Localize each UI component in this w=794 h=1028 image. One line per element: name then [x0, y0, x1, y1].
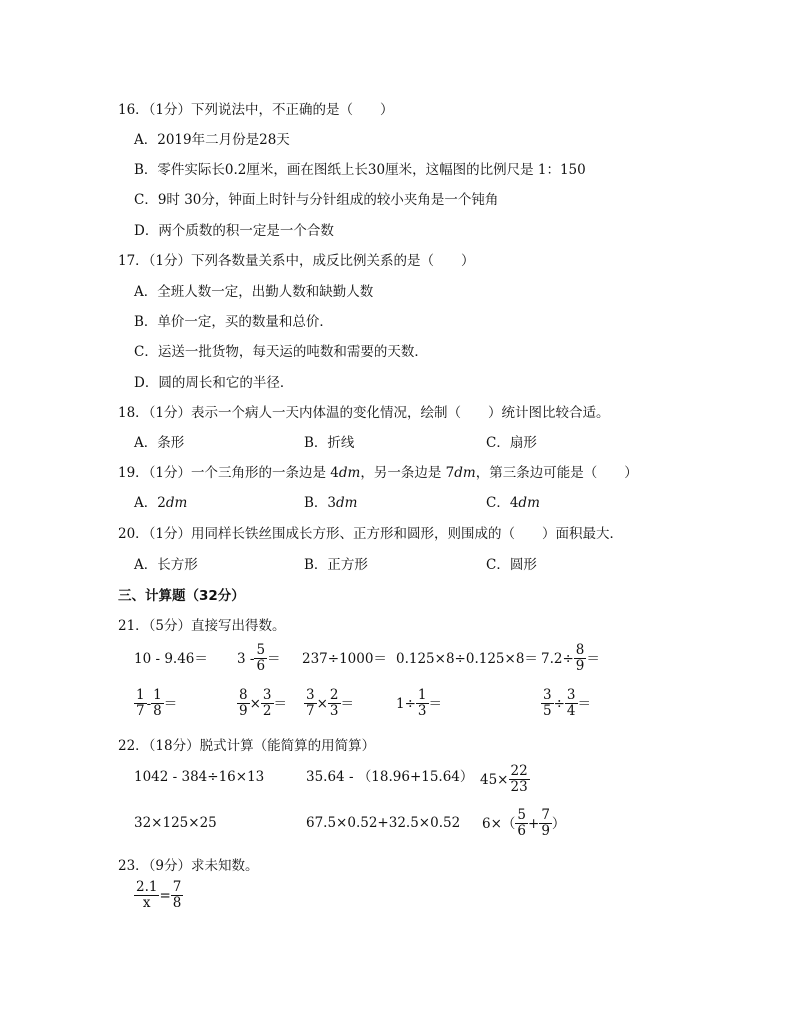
q20-stem: 20．（1分）用同样长铁丝围成长方形、正方形和圆形，则围成的（ ）面积最大． [118, 526, 624, 542]
q16-option-a: A．2019年二月份是28天 [134, 132, 290, 148]
q18-option-c: C．扇形 [486, 435, 537, 451]
q17-option-b: B．单价一定，买的数量和总价． [134, 314, 333, 330]
q21-expr-2: 3 - $\frac{5}{6}$ ＝ [237, 642, 281, 674]
q20-option-a: A．长方形 [134, 557, 198, 573]
q21-expr-6: $\frac{1}{7}$ - $\frac{1}{8}$ ＝ [136, 687, 178, 719]
q16-option-d: D．两个质数的积一定是一个合数 [134, 223, 334, 239]
q23-equation: $\frac{2.1}{x}$ = $\frac{7}{8}$ [136, 879, 182, 911]
q22-expr-6: 6×（ $\frac{5}{6}$ + $\frac{7}{9}$ ） [482, 807, 566, 839]
q22-expr-4: 32×125×25 [134, 815, 217, 831]
q21-expr-7: $\frac{8}{9}$ × $\frac{3}{2}$ ＝ [239, 687, 287, 719]
q20-option-c: C．圆形 [486, 557, 537, 573]
q21-expr-8: $\frac{3}{7}$ × $\frac{2}{3}$ ＝ [306, 687, 354, 719]
q19-option-c: C．4dm [486, 495, 540, 511]
q21-expr-4: 0.125×8÷0.125×8＝ [396, 651, 538, 667]
q22-expr-2: 35.64 - （18.96+15.64） [306, 769, 474, 785]
q22-expr-3: 45× $\frac{22}{23}$ [480, 763, 528, 795]
q21-expr-9: 1÷ $\frac{1}{3}$ ＝ [396, 687, 442, 719]
q18-stem: 18．（1分）表示一个病人一天内体温的变化情况，绘制（ ）统计图比较合适。 [118, 405, 610, 421]
q19-option-a: A．2dm [134, 495, 188, 511]
q21-expr-5: 7.2÷ $\frac{8}{9}$ ＝ [541, 642, 600, 674]
q21-expr-1: 10 - 9.46＝ [134, 651, 208, 667]
q17-option-c: C．运送一批货物，每天运的吨数和需要的天数． [134, 344, 428, 360]
q18-option-b: B．折线 [304, 435, 355, 451]
q17-option-a: A．全班人数一定，出勤人数和缺勤人数 [134, 284, 374, 300]
q19-stem: 19．（1分）一个三角形的一条边是 4dm，另一条边是 7dm，第三条边可能是（ ） [118, 465, 638, 481]
q22-expr-5: 67.5×0.52+32.5×0.52 [306, 815, 461, 831]
q17-stem: 17．（1分）下列各数量关系中，成反比例关系的是（ ） [118, 253, 475, 269]
section-heading: 三、计算题（32分） [118, 588, 245, 604]
q22-expr-1: 1042 - 384÷16×13 [134, 769, 265, 785]
q22-stem: 22．（18分）脱式计算（能简算的用简算） [118, 738, 376, 754]
q21-stem: 21．（5分）直接写出得数。 [118, 618, 286, 634]
q21-expr-3: 237÷1000＝ [302, 651, 387, 667]
q16-stem: 16．（1分）下列说法中，不正确的是（ ） [118, 102, 394, 118]
q21-expr-10: $\frac{3}{5}$ ÷ $\frac{3}{4}$ ＝ [543, 687, 591, 719]
q19-option-b: B．3dm [304, 495, 358, 511]
q16-option-b: B．零件实际长0.2厘米，画在图纸上长30厘米，这幅图的比例尺是 1：150 [134, 162, 586, 178]
q19-unit: dm [338, 465, 361, 481]
q18-option-a: A．条形 [134, 435, 185, 451]
q17-option-d: D．圆的周长和它的半径． [134, 375, 294, 391]
q23-stem: 23．（9分）求未知数。 [118, 858, 259, 874]
q20-option-b: B．正方形 [304, 557, 368, 573]
q16-option-c: C．9时 30分，钟面上时针与分针组成的较小夹角是一个钝角 [134, 192, 499, 208]
